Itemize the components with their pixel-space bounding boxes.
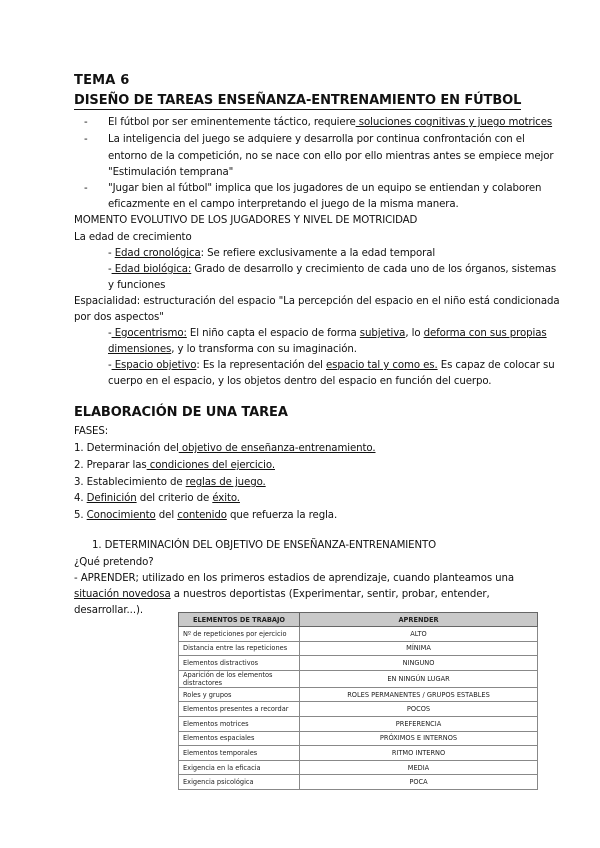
title-row [74,94,521,109]
egocentrismo-text-2: , lo [405,328,424,339]
edad-cronologica-text: : Se refiere exclusivamente a la edad temporal [200,248,436,259]
table-cell-value: ALTO [300,627,538,642]
fase-2-text: 2. Preparar las [74,460,147,471]
egocentrismo-subjetiva: subjetiva [359,328,406,339]
edad-cronologica-label: Edad cronológica [114,248,201,259]
table-row [179,731,538,746]
table-row [179,641,538,656]
document-title: DISEÑO DE TAREAS ENSEÑANZA-ENTRENAMIENTO EN FÚTBOL [74,93,522,108]
table-header-aprender: APRENDER [300,613,538,627]
table-cell-value: EN NINGÚN LUGAR [300,670,538,687]
fase-4-text: 4. [74,493,87,504]
table-cell-value: POCA [300,775,538,790]
table-cell-element: Roles y grupos [179,687,300,702]
fase-1 [74,442,376,456]
egocentrismo-text-1: El niño capta el espacio de forma [186,328,360,339]
bullet-1-text: El fútbol por ser eminentemente táctico, requiere [108,117,356,128]
table-cell-value: PRÓXIMOS E INTERNOS [300,731,538,746]
edad-biologica-line-2: y funciones [108,280,166,291]
espacio-objetivo-text-1: : Es la representación del [196,360,326,371]
fase-5-text-2: del [155,510,178,521]
bullet-2-line-2: entorno de la competición, no se nace con ello por ello mientras antes se empiece mejor [108,151,554,162]
fase-5-conocimiento: Conocimiento [86,510,156,521]
edad-biologica-label: Edad biológica: [111,264,192,275]
que-pretendo: ¿Qué pretendo? [74,557,154,568]
edad-biologica: - Edad biológica: Grado de desarrollo y crecimiento de cada uno de los órganos, sistemas [108,264,557,275]
table-cell-value: ROLES PERMANENTES / GRUPOS ESTABLES [300,687,538,702]
aprender-line-2-text: a nuestros deportistas (Experimentar, sentir, probar, entender, [170,589,490,600]
table-row [179,775,538,790]
aprender-line-2 [74,588,490,602]
table-row [179,702,538,717]
espacio-objetivo-text-2: Es capaz de colocar su [437,360,555,371]
elaboracion-heading: ELABORACIÓN DE UNA TAREA [74,405,288,420]
fase-5-text-3: que refuerza la regla. [226,510,338,521]
table-row [179,656,538,671]
aprender-line-1: - APRENDER; utilizado en los primeros estadios de aprendizaje, cuando planteamos una [74,573,515,584]
egocentrismo-dimensiones: dimensiones [108,344,172,355]
bullet-3-line-1: - "Jugar bien al fútbol" implica que los jugadores de un equipo se entiendan y colaboren [108,182,541,196]
espacialidad-line-2: por dos aspectos" [74,312,164,323]
fase-1-text: 1. Determinación del [74,443,179,454]
table-cell-element: Elementos distractivos [179,656,300,671]
table-cell-value: RITMO INTERNO [300,746,538,761]
table-cell-value: MEDIA [300,760,538,775]
espacio-objetivo-line-1: - Espacio objetivo: Es la representación del espacio tal y como es. Es capaz de colocar su [108,360,555,371]
espacialidad-line-1: Espacialidad: estructuración del espacio "La percepción del espacio en el niño está condicionada [74,296,560,307]
table-cell-element: Exigencia en la eficacia [179,760,300,775]
table-cell-value: MÍNIMA [300,641,538,656]
table-row [179,716,538,731]
table-row [179,627,538,642]
edad-cronologica: - Edad cronológica: Se refiere exclusivamente a la edad temporal [108,248,436,259]
egocentrismo-text-3: , y lo transforma con su imaginación. [171,344,357,355]
determinacion-heading: 1. DETERMINACIÓN DEL OBJETIVO DE ENSEÑANZA-ENTRENAMIENTO [92,540,437,551]
table-row [179,760,538,775]
table-row [179,746,538,761]
bullet-2-line-1: - La inteligencia del juego se adquiere y desarrolla por continua confrontación con el [108,133,525,147]
bullet-2-line-3: "Estimulación temprana" [108,167,234,178]
table-cell-element: Elementos espaciales [179,731,300,746]
bullet-1 [108,116,552,130]
table-header-elementos: ELEMENTOS DE TRABAJO [179,613,300,627]
edad-biologica-text: Grado de desarrollo y crecimiento de cada uno de los órganos, sistemas [191,264,557,275]
table-cell-element: Elementos temporales [179,746,300,761]
egocentrismo-deforma: deforma con sus propias [423,328,547,339]
table-cell-element: Distancia entre las repeticiones [179,641,300,656]
table-cell-element: Exigencia psicológica [179,775,300,790]
table-cell-element: Nº de repeticiones por ejercicio [179,627,300,642]
aprender-table [178,612,538,790]
fase-4-text-2: del criterio de [136,493,213,504]
bullet-1-underlined: soluciones cognitivas y juego motrices [355,117,553,128]
fase-5-text: 5. [74,510,87,521]
fase-3-text: 3. Establecimiento de [74,477,186,488]
fases-label: FASES: [74,426,109,437]
fase-2-underlined: condiciones del ejercicio. [146,460,275,471]
table-cell-element: Aparición de los elementos distractores [179,670,300,687]
espacio-objetivo-line-2: cuerpo en el espacio, y los objetos dentro del espacio en función del cuerpo. [108,376,492,387]
table-header-row [179,613,538,627]
espacio-objetivo-label: Espacio objetivo [111,360,197,371]
aprender-line-3: desarrollar...). [74,605,143,616]
table-cell-value: NINGUNO [300,656,538,671]
table-cell-value: POCOS [300,702,538,717]
momento-heading: MOMENTO EVOLUTIVO DE LOS JUGADORES Y NIVEL DE MOTRICIDAD [74,215,418,226]
espacio-objetivo-underlined: espacio tal y como es. [326,360,438,371]
tema-label: TEMA 6 [74,73,130,88]
egocentrismo-label: Egocentrismo: [111,328,187,339]
table-cell-element: Elementos presentes a recordar [179,702,300,717]
table-row [179,670,538,687]
fase-5 [74,509,337,523]
table-cell-value: PREFERENCIA [300,716,538,731]
fase-4-exito: éxito. [212,493,240,504]
egocentrismo-line-1: - Egocentrismo: El niño capta el espacio de forma subjetiva, lo deforma con sus propias [108,328,547,339]
fase-2 [74,459,275,473]
fase-4-definicion: Definición [86,493,137,504]
fase-3-underlined: reglas de juego. [185,477,266,488]
fase-4 [74,492,240,506]
situacion-novedosa: situación novedosa [74,589,171,600]
fase-1-underlined: objetivo de enseñanza-entrenamiento. [178,443,376,454]
fase-3 [74,476,266,490]
edad-label: La edad de crecimiento [74,232,192,243]
table-cell-element: Elementos motrices [179,716,300,731]
bullet-3-line-2: eficazmente en el campo interpretando el juego de la misma manera. [108,199,459,210]
table-row [179,687,538,702]
fase-5-contenido: contenido [177,510,227,521]
egocentrismo-line-2 [108,343,357,357]
